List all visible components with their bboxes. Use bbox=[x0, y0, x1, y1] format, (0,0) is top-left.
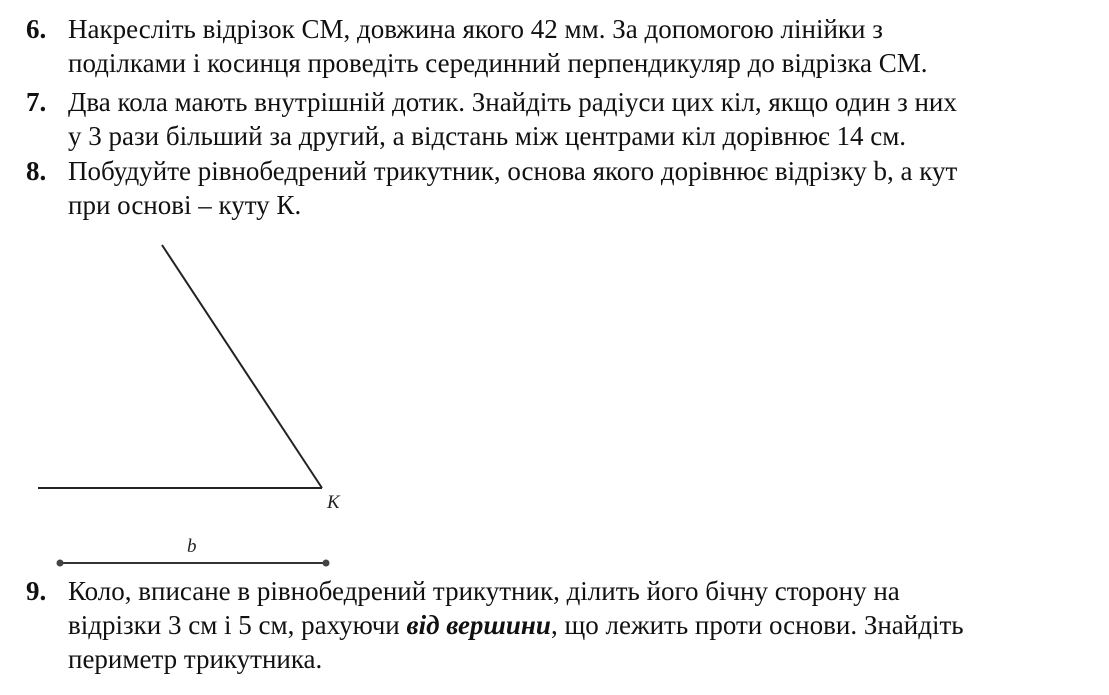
problem-7 bbox=[26, 85, 1101, 153]
problem-8 bbox=[26, 154, 1101, 222]
problem-number: 8. bbox=[26, 156, 47, 186]
problem-number: 6. bbox=[26, 14, 47, 44]
problem-text: Два кола мають внутрішній дотик. Знайдіть радіуси цих кіл, якщо один з них у 3 рази більший за другий, а відстань між центрами кіл дорівнює 14 см. bbox=[68, 87, 957, 151]
problem-number: 7. bbox=[26, 87, 47, 117]
problem-number: 9. bbox=[26, 576, 47, 606]
problem-text: Побудуйте рівнобедрений трикутник, основа якого дорівнює відрізку b, а кут при основі – куту К. bbox=[68, 156, 958, 220]
problem-text-end: , що лежить проти основи. Знайдіть периметр трикутника. bbox=[68, 610, 964, 674]
segment-b-label: b bbox=[187, 536, 197, 557]
problem-text: Накресліть відрізок СМ, довжина якого 42 мм. За допомогою лінійки з поділками і косинця проведіть серединний перпендикуляр до відрізка СМ. bbox=[68, 14, 928, 78]
segment-b-end-point bbox=[323, 560, 330, 567]
segment-b-start-point bbox=[57, 560, 64, 567]
problem-text-emphasis: від вершини bbox=[406, 610, 551, 640]
problem-9 bbox=[26, 574, 1101, 676]
problem-text-start: Коло, вписане в рівнобедрений трикутник, ділить його бічну сторону на відрізки 3 см і 5 см, рахуючи bbox=[68, 576, 900, 640]
construction-figure bbox=[0, 230, 380, 575]
angle-k-slanted-side bbox=[162, 245, 322, 488]
problem-6 bbox=[26, 12, 1101, 80]
angle-k-label: K bbox=[327, 492, 340, 513]
problem-text bbox=[68, 574, 1101, 676]
